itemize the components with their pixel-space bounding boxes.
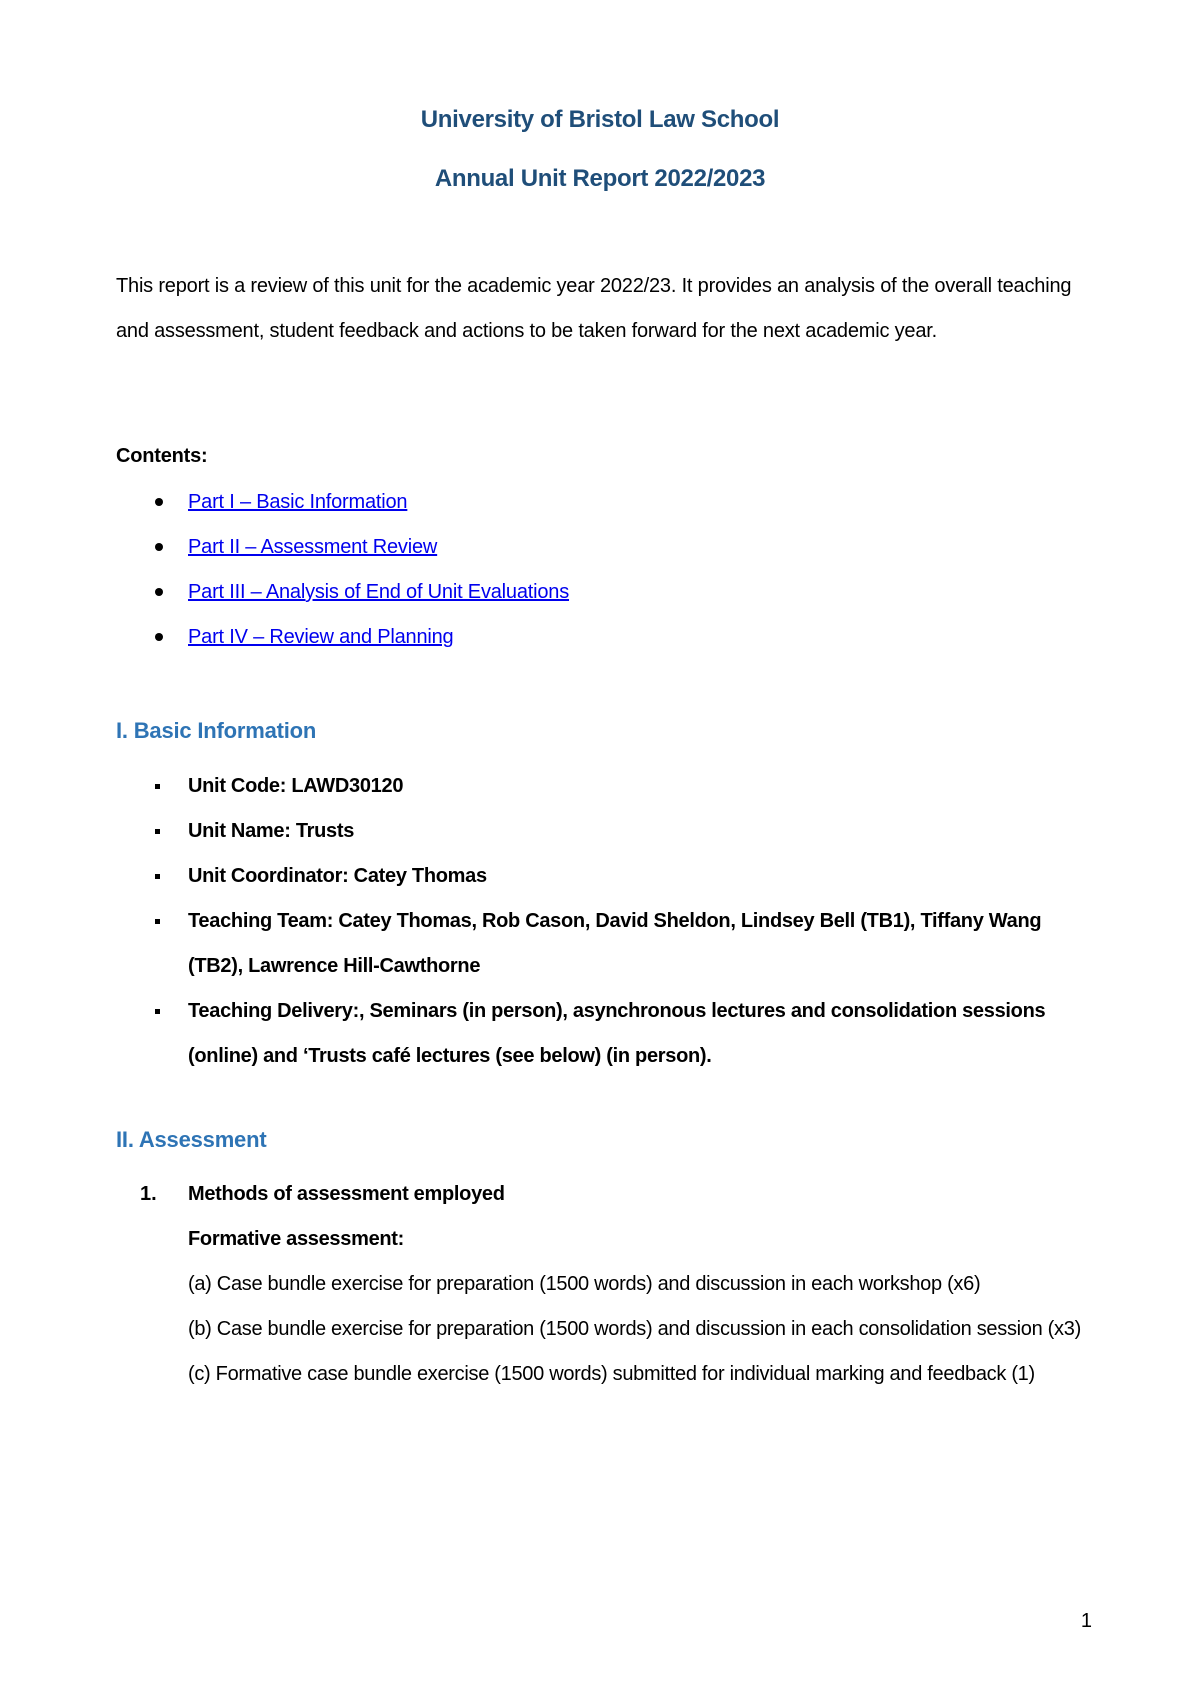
assessment-methods-title: Methods of assessment employed <box>188 1183 505 1205</box>
contents-link-part-4[interactable]: Part IV – Review and Planning <box>188 626 454 648</box>
contents-link-part-2[interactable]: Part II – Assessment Review <box>188 536 438 558</box>
list-item <box>150 809 1100 854</box>
list-item <box>150 764 1100 809</box>
assessment-item-body <box>188 1172 1103 1397</box>
list-number: 1. <box>140 1183 157 1205</box>
contents-label: Contents: <box>116 445 208 467</box>
formative-item-b: (b) Case bundle exercise for preparation (1500 words) and discussion in each consolidation session (x3) <box>188 1318 1081 1340</box>
contents-link-part-1[interactable]: Part I – Basic Information <box>188 491 408 513</box>
document-subtitle: Annual Unit Report 2022/2023 <box>434 165 766 192</box>
contents-list <box>150 488 569 668</box>
list-item <box>150 899 1100 989</box>
bullet-icon <box>155 498 163 506</box>
contents-item <box>150 623 569 668</box>
contents-item <box>150 578 569 623</box>
intro-paragraph: This report is a review of this unit for the academic year 2022/23. It provides an analysis of the overall teaching and assessment, student feedback and actions to be taken forward for the next academic year. <box>116 275 1072 342</box>
teaching-team: Teaching Team: Catey Thomas, Rob Cason, David Sheldon, Lindsey Bell (TB1), Tiffany Wang (TB2), Lawrence Hill-Cawthorne <box>188 910 1042 977</box>
contents-item <box>150 488 569 533</box>
list-item <box>150 854 1100 899</box>
formative-item-c: (c) Formative case bundle exercise (1500 words) submitted for individual marking and feedback (1) <box>188 1363 1035 1385</box>
basic-info-list <box>150 764 1100 1079</box>
contents-item <box>150 533 569 578</box>
list-item <box>150 989 1100 1079</box>
square-bullet-icon <box>155 1009 160 1014</box>
bullet-icon <box>155 633 163 641</box>
section-heading-basic-information: I. Basic Information <box>116 718 317 743</box>
document-title: University of Bristol Law School <box>420 106 780 133</box>
page-number: 1 <box>1080 1610 1092 1632</box>
unit-name: Unit Name: Trusts <box>188 820 355 842</box>
teaching-delivery: Teaching Delivery:, Seminars (in person), asynchronous lectures and consolidation sessions (online) and ‘Trusts café lectures (see below) (in person). <box>188 1000 1046 1067</box>
bullet-icon <box>155 543 163 551</box>
section-heading-assessment: II. Assessment <box>116 1127 267 1152</box>
formative-item-a: (a) Case bundle exercise for preparation (1500 words) and discussion in each workshop (x6) <box>188 1273 981 1295</box>
square-bullet-icon <box>155 919 160 924</box>
unit-code: Unit Code: LAWD30120 <box>188 775 404 797</box>
formative-assessment-label: Formative assessment: <box>188 1228 405 1250</box>
bullet-icon <box>155 588 163 596</box>
contents-link-part-3[interactable]: Part III – Analysis of End of Unit Evaluations <box>188 581 570 603</box>
square-bullet-icon <box>155 829 160 834</box>
square-bullet-icon <box>155 784 160 789</box>
unit-coordinator: Unit Coordinator: Catey Thomas <box>188 865 487 887</box>
square-bullet-icon <box>155 874 160 879</box>
